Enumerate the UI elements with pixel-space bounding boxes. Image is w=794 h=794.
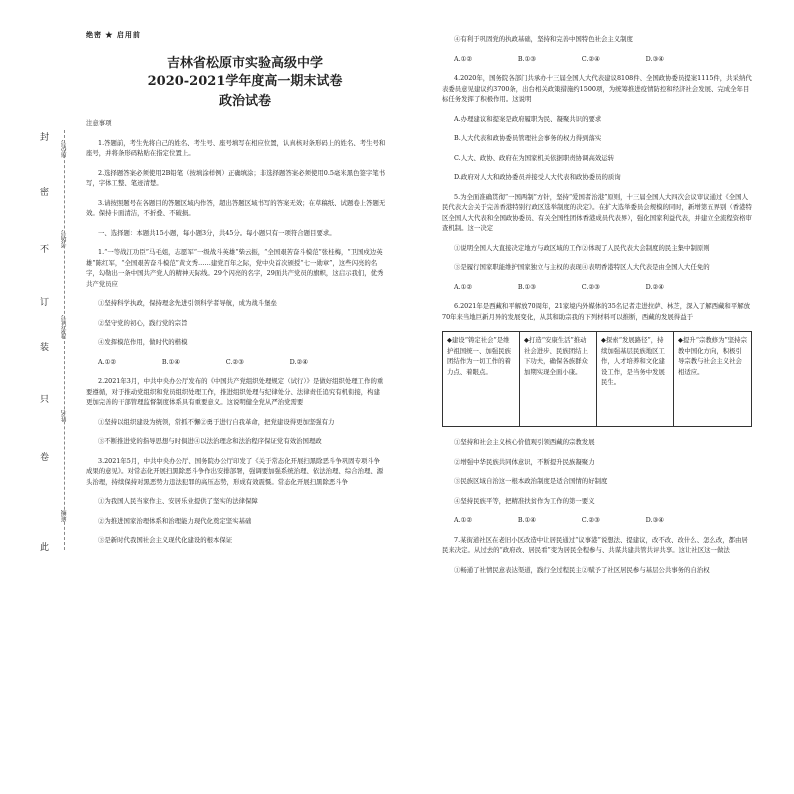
binding-dashed-line: [64, 130, 65, 550]
answer-option: C.②③: [581, 282, 600, 291]
seat-number-field: 座位号: [61, 140, 68, 158]
binding-char: 封: [40, 133, 50, 143]
question-choice: ①坚持科学执政，保持理念先进引领科学者导航，成为战斗堡垒: [98, 299, 277, 307]
question-choice: B.人大代表和政协委员管理社会事务的权力得到落实: [454, 134, 602, 142]
answer-option: A.①②: [98, 357, 117, 366]
table-cell: ◆打造“安康生活”推动社会进步、民族团结上下功夫，确保各族群众加期实现全面小康。: [520, 332, 597, 426]
class-field: 班级: [61, 510, 68, 522]
binding-char: 此: [40, 543, 50, 553]
answer-option: D.③④: [645, 54, 664, 63]
answer-option: D.③④: [645, 516, 664, 524]
table-cell: ◆提升“宗教修为”坚持宗教中国化方向，积极引导宗教与社会主义社会相适应。: [678, 336, 747, 376]
answer-option: B.①④: [517, 516, 537, 524]
binding-char: 卷: [40, 453, 50, 463]
question-choice: ③不断推进党的指导思想与时俱进④以法治理念和法治程序保证党有效治国理政: [98, 437, 322, 445]
answer-option: C.②③: [225, 357, 244, 366]
section-heading: 一、选择题：本题共15小题，每小题3分，共45分。每小题只有一项符合题目要求。: [98, 228, 336, 237]
question-choice: C.人大、政协、政府在为国家机关依据职责协调高效运转: [454, 153, 615, 162]
exam-room-field: 考场号: [61, 230, 68, 248]
question-choice: ①畅通了社情民意表达渠道，践行全过程民主②赋予了社区居民参与基层公共事务的自治权: [454, 565, 710, 574]
question-choice: ②增强中华民族共同体意识，不断提升民族凝聚力: [454, 457, 595, 466]
question-choice: ①坚持以组织建设为统领，常抓不懈②勇于进行自我革命，把党建设得更加坚强有力: [98, 417, 335, 426]
question-choice: ①坚持和社会主义核心价值观引领西藏的宗教发展: [454, 438, 595, 446]
secret-label: 绝密 ★ 启用前: [86, 30, 141, 39]
table-cell: ◆建设“铸定社会”是维护祖国统一、加强民族团结作为一切工作的着力点、着眼点。: [443, 332, 520, 426]
question-choice: ④坚持民族平等，把精准扶贫作为工作的第一要义: [454, 496, 595, 505]
binding-char: 装: [40, 343, 50, 353]
answer-option: C.②④: [581, 54, 600, 63]
answer-option: A.①②: [454, 54, 473, 63]
binding-char: 不: [40, 245, 50, 255]
notes-heading: 注意事项: [86, 119, 112, 127]
left-column: [86, 118, 386, 555]
question-stem: 2.2021年3月，中共中央办公厅发布的《中国共产党组织处理规定（试行）》是做好组织处理工作的重要遵循，对于推动党组织和党员组织处理工作，推进组织处理与纪律处分、法律责任追究有机衔接，构建更加完善的干部管理监督制度体系具有重要意义。这说明健全党从严治党需要: [86, 377, 384, 406]
answer-option: D.②④: [289, 357, 308, 366]
binding-char: 只: [40, 395, 50, 405]
question-stem: 7.某街道社区在老旧小区改造中让居民通过“议事港”说想法、提建议，改不改、改什么、怎么改，都由居民来决定。从过去的“政府改、居民看”变为居民全程参与、共谋共建共管共评共享。这让社区这一做法: [442, 535, 748, 554]
question-stem: 6.2021年是西藏和平解放70周年，21家境内外媒体的35名记者走进拉萨、林芝，深入了解西藏和平解放70年来当地巨新月异的发展变化，从其和助宗我的下列材料可以推断，西藏的发展得益于: [442, 302, 750, 321]
answer-options: [98, 357, 308, 368]
answer-option: B.①④: [161, 357, 181, 366]
question-choice: D.政府对人大和政协委员并接受人大代表和政协委员的质询: [454, 173, 621, 181]
note-item: 2.选择题答案必须使用2B铅笔（按填涂样例）正确填涂；非选择题答案必须使用0.5毫米黑色签字笔书写，字体工整、笔迹清楚。: [86, 168, 386, 187]
question-choice: ④有利于巩固党的执政基础，坚持和完善中国特色社会主义制度: [454, 35, 633, 43]
right-column: [442, 34, 752, 584]
question-stem: 5.为全面准确贯彻“一国两制”方针，坚持“爱国者治港”原则，十三届全国人大四次会议审议通过《全国人民代表大会关于完善香港特别行政区选举制度的决定》。在扩大选举委员会规模的同时，新增第五界别（香港特区全国人大代表和全国政协委员、有关全国性团体香港成员代表界），强化国家利益代表，并建立全流程资格审查机制。这一决定: [442, 192, 752, 232]
binding-char: 密: [40, 188, 50, 198]
answer-option: B.①③: [517, 282, 537, 291]
school-title: 吉林省松原市实验高级中学: [166, 56, 323, 71]
answer-options: [454, 282, 664, 293]
question-choice: ④发挥模范作用，做时代的楷模: [98, 338, 188, 346]
question-choice: ①说明全国人大直接决定地方与政区域的工作②体现了人民代表大会制度的民主集中制原则: [454, 243, 710, 252]
binding-char: 订: [40, 298, 50, 308]
answer-options: [454, 54, 664, 65]
question-choice: ③是新时代我国社会主义现代化建设的根本保证: [98, 536, 233, 544]
question-stem: 1.“一等战江功臣”马毛姐，志愿军“一级战斗英雄”柴云振，“全国艰苦奋斗模范”张桂梅，“卫国戍边英雄”陈红军，“全国艰苦奋斗模范”黄文秀……建党百年之际，党中央首次颁授“七一勋章”，这些闪亮的名字，勾勒出一条中国共产党人的精神天际线。29个闪亮的名字，29面共产党员的旗帜，这启示我们，优秀共产党员应: [86, 248, 384, 288]
note-item: 1.答题前，考生先将自己的姓名、考生号、座号填写在相应位置，认真核对条形码上的姓名、考生号和座号，并将条形码粘贴在指定位置上。: [86, 138, 386, 157]
question-stem: 3.2021年5月，中共中央办公厅、国务院办公厅印发了《关于常态化开展扫黑除恶斗争巩固专项斗争成果的意见》。对常态化开展扫黑除恶斗争作出安排部署，强调要加强系统治理、依法治理、综合治理、源头治理，持续保持对黑恶势力违法犯罪的高压态势，形成有效震慑。常态化开展扫黑除恶斗争: [86, 456, 384, 486]
exam-title: 2020-2021学年度高一期末试卷: [147, 74, 343, 89]
binding-margin: [40, 130, 70, 553]
tibet-info-table: [442, 331, 752, 427]
question-choice: ②为推进国家治理体系和治理能力现代化奠定坚实基础: [98, 516, 252, 525]
answer-option: C.②③: [581, 516, 600, 524]
admission-number-field: 准考证号: [61, 315, 68, 339]
subject-title: 政治试卷: [218, 94, 271, 109]
answer-option: A.①②: [454, 516, 473, 524]
question-choice: ③是履行国家职能维护国家独立与主权的表现④表明香港特区人大代表是由全国人大任免的: [454, 263, 710, 271]
answer-option: A.①②: [454, 282, 473, 291]
question-choice: ②坚守党的初心，践行党的宗旨: [98, 318, 188, 327]
table-cell: ◆探索“发展路径”，持续加强基层民族地区工作，人才培养和文化建设工作，是当务中发展民生。: [597, 332, 674, 426]
question-stem: 4.2020年，国务院各部门共承办十三届全国人大代表建议8108件、全国政协委员提案1115件，共采纳代表委员意见建议约3700条，出台相关政策措施约1500项，为统筹推进疫情防控和经济社会发展、完成全年目标任务发挥了积极作用。这说明: [442, 74, 752, 103]
answer-options: [454, 515, 664, 526]
answer-option: B.①③: [517, 54, 537, 63]
question-choice: A.办理建议和提案是政府履职为民、凝聚共识的要求: [454, 114, 602, 123]
question-choice: ③民族区域自治这一根本政治制度是适合国情的好制度: [454, 477, 608, 485]
note-item: 3.请按照题号在各题目的答题区域内作答，超出答题区域书写的答案无效；在草稿纸、试题卷上答题无效。保持卡面清洁，不折叠、不破损。: [86, 198, 386, 217]
name-field: 姓名: [61, 410, 68, 422]
question-choice: ①为我国人民当家作主、安居乐业提供了坚实的法律保障: [98, 497, 258, 505]
answer-option: D.②④: [645, 282, 664, 291]
